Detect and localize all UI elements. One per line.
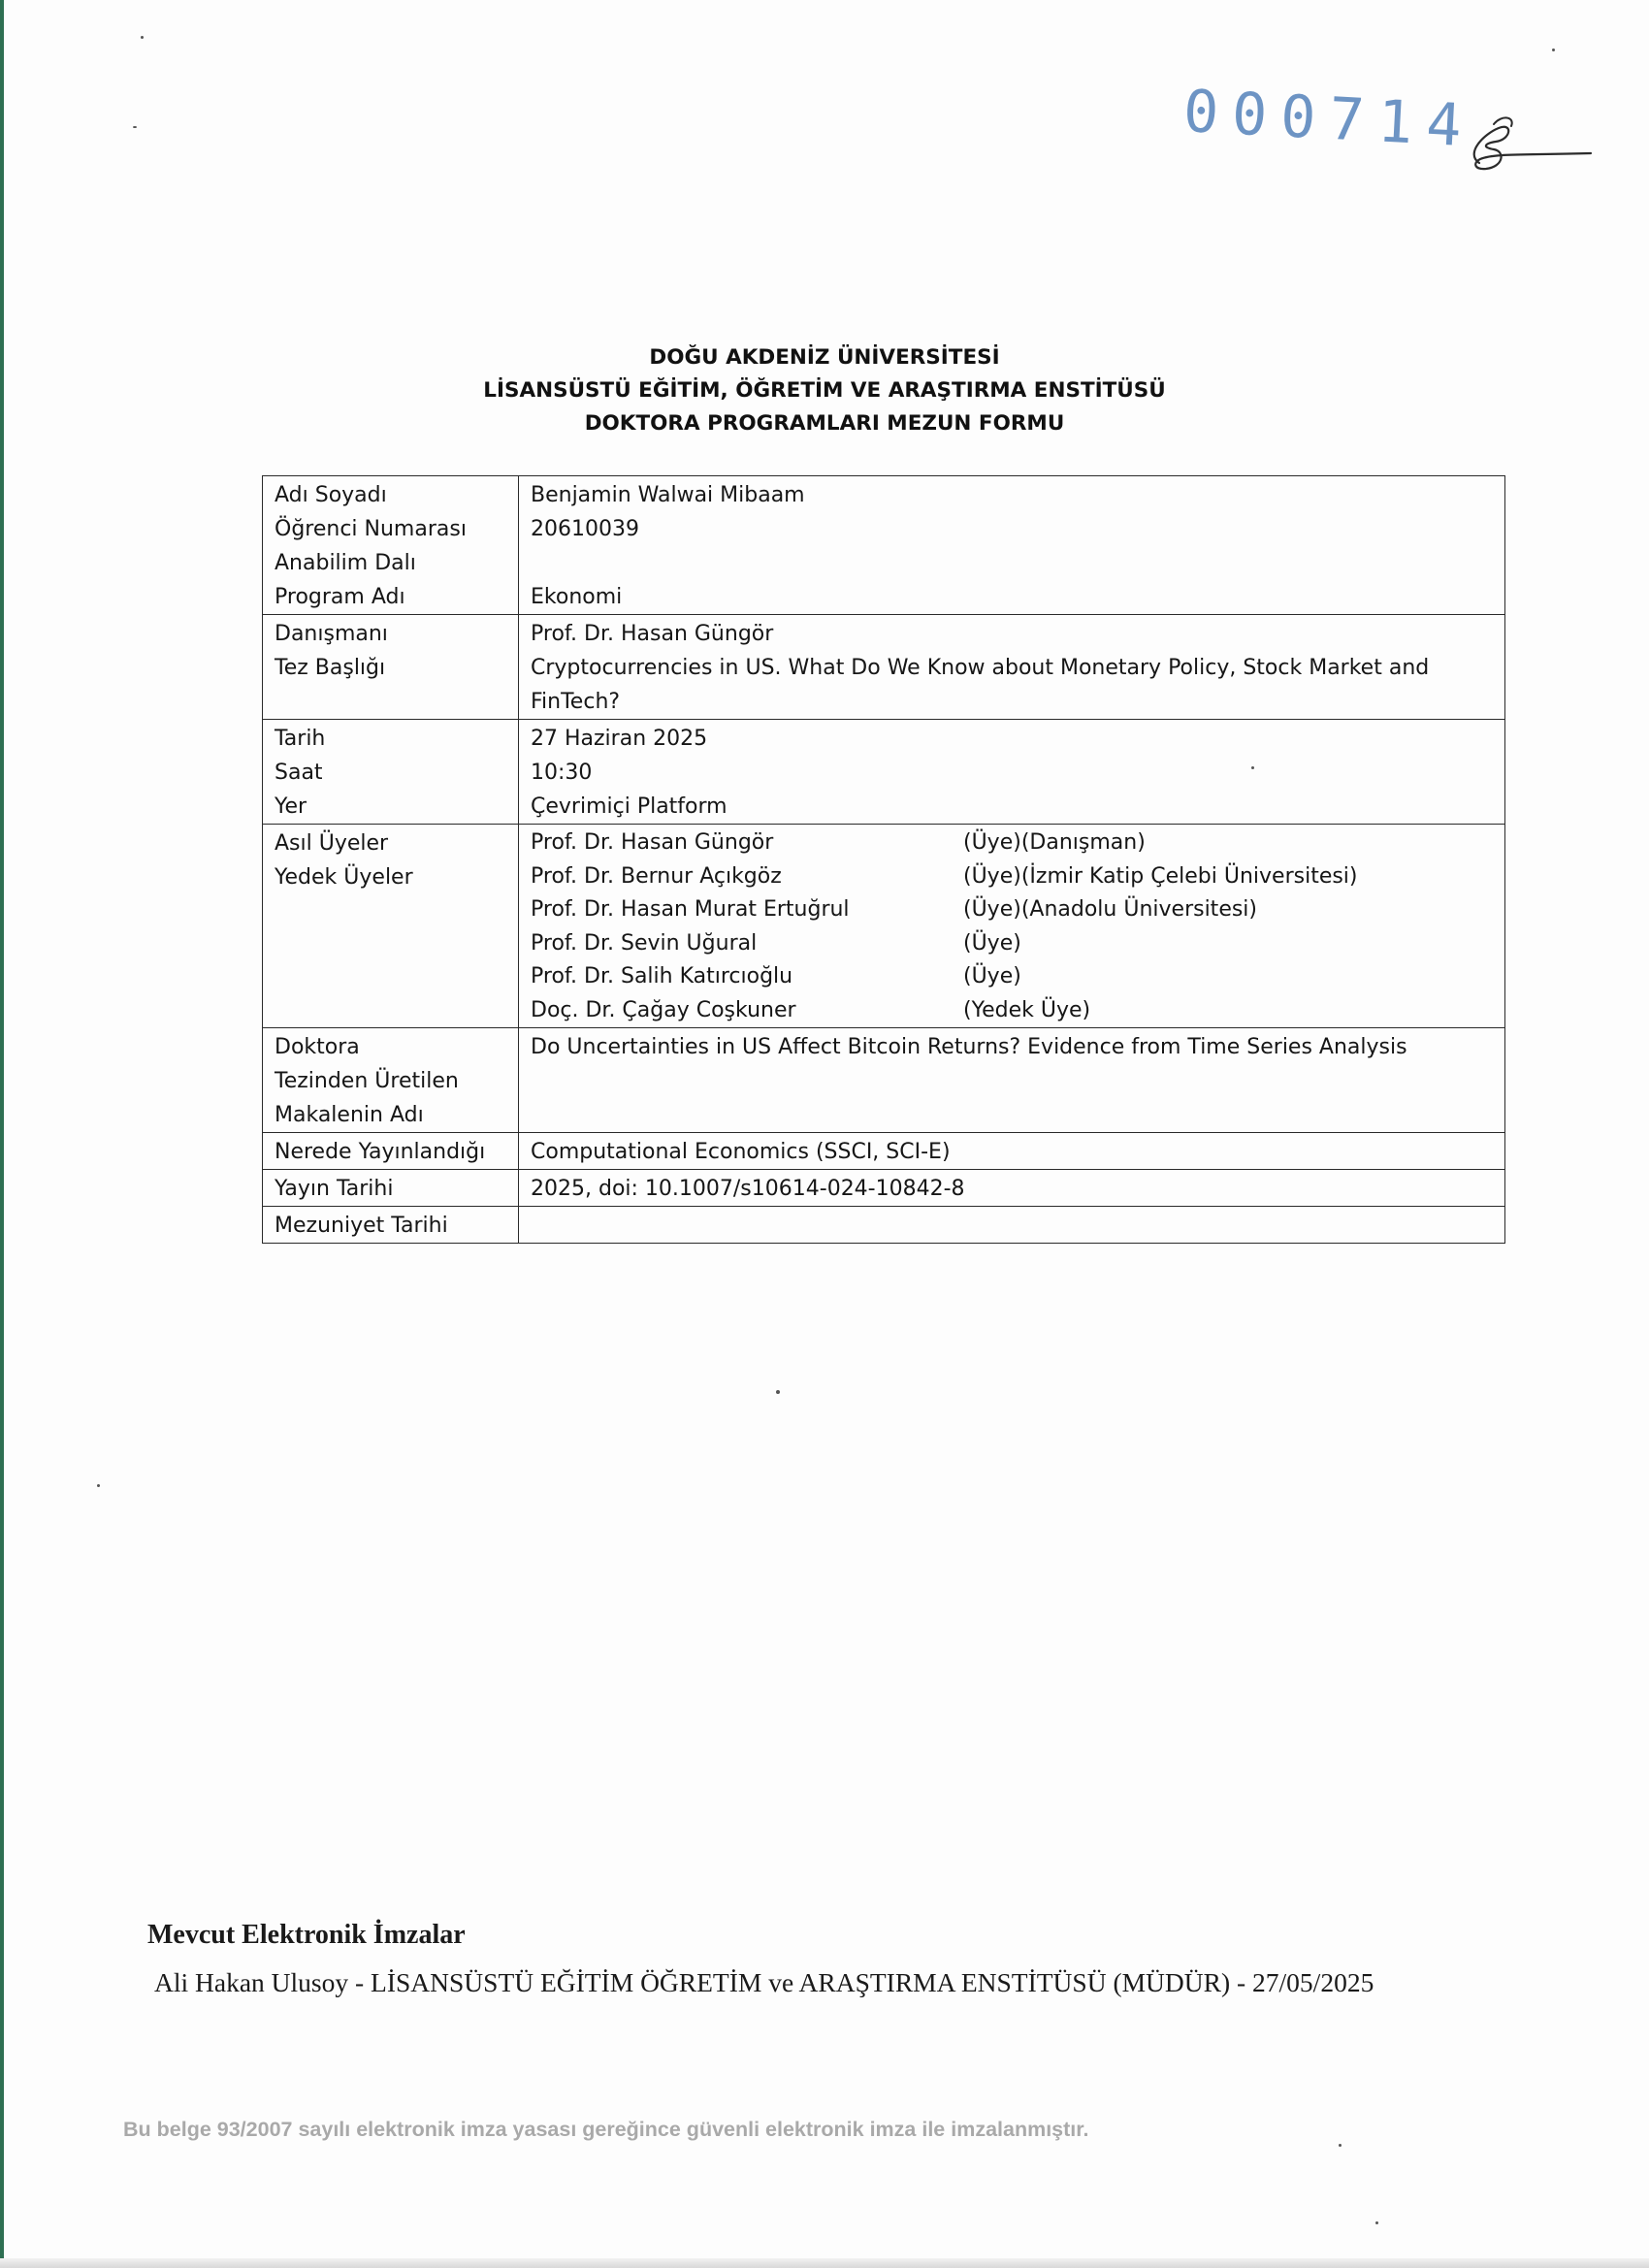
publication-venue: Computational Economics (SSCI, SCI-E) bbox=[531, 1140, 951, 1164]
publication-date: 2025, doi: 10.1007/s10614-024-10842-8 bbox=[531, 1177, 965, 1201]
scan-speck bbox=[1375, 2221, 1378, 2224]
jury-labels bbox=[263, 825, 519, 1028]
scan-speck bbox=[1552, 49, 1555, 51]
thesis-values bbox=[519, 615, 1505, 720]
institute-name: LİSANSÜSTÜ EĞİTİM, ÖĞRETİM VE ARAŞTIRMA ENSTİTÜSÜ bbox=[483, 378, 1166, 403]
member-name: Prof. Dr. Hasan Murat Ertuğrul bbox=[531, 897, 850, 922]
member-role: (Üye) bbox=[963, 930, 1021, 956]
scan-speck bbox=[133, 126, 137, 128]
scan-speck bbox=[141, 36, 144, 39]
article-labels bbox=[263, 1028, 519, 1133]
thesis-title: Cryptocurrencies in US. What Do We Know about Monetary Policy, Stock Market and FinTech? bbox=[531, 656, 1430, 714]
member-name: Prof. Dr. Sevin Uğural bbox=[531, 930, 758, 956]
label-place: Yer bbox=[275, 794, 307, 819]
label-date: Tarih bbox=[275, 727, 326, 751]
member-name: Prof. Dr. Bernur Açıkgöz bbox=[531, 863, 782, 889]
label-publication-venue-text: Nerede Yayınlandığı bbox=[275, 1140, 486, 1164]
thesis-labels bbox=[263, 615, 519, 720]
student-row bbox=[263, 476, 1505, 615]
defense-values bbox=[519, 720, 1505, 825]
label-program: Program Adı bbox=[275, 585, 405, 609]
label-article-2: Tezinden Üretilen bbox=[275, 1069, 459, 1093]
jury-member bbox=[531, 960, 1493, 994]
label-publication-date bbox=[263, 1170, 519, 1207]
publication-venue-value bbox=[519, 1133, 1505, 1170]
member-role: (Üye) bbox=[963, 964, 1021, 988]
label-graduation-date bbox=[263, 1207, 519, 1244]
label-publication-date-text: Yayın Tarihi bbox=[275, 1177, 394, 1201]
label-article-3: Makalenin Adı bbox=[275, 1103, 424, 1127]
scan-edge-left bbox=[0, 0, 4, 2268]
label-article-1: Doktora bbox=[275, 1035, 360, 1059]
serial-number-stamp: 000714 bbox=[1181, 78, 1477, 161]
label-time: Saat bbox=[275, 761, 323, 785]
member-name: Prof. Dr. Salih Katırcıoğlu bbox=[531, 964, 793, 988]
label-advisor: Danışmanı bbox=[275, 622, 388, 646]
advisor-name: Prof. Dr. Hasan Güngör bbox=[531, 622, 774, 646]
graduation-date bbox=[531, 1209, 1493, 1243]
article-title: Do Uncertainties in US Affect Bitcoin Returns? Evidence from Time Series Analysis bbox=[531, 1035, 1407, 1059]
label-thesis-title: Tez Başlığı bbox=[275, 656, 386, 680]
label-student-number: Öğrenci Numarası bbox=[275, 517, 467, 541]
member-name: Prof. Dr. Hasan Güngör bbox=[531, 830, 774, 855]
defense-place: Çevrimiçi Platform bbox=[531, 794, 728, 819]
label-primary-members: Asıl Üyeler bbox=[275, 831, 389, 856]
scan-edge-bottom bbox=[0, 2258, 1649, 2268]
graduate-form-table bbox=[262, 475, 1505, 1244]
jury-members bbox=[519, 825, 1505, 1028]
student-name: Benjamin Walwai Mibaam bbox=[531, 483, 805, 507]
member-role: (Yedek Üye) bbox=[963, 997, 1091, 1022]
electronic-signature-entry: Ali Hakan Ulusoy - LİSANSÜSTÜ EĞİTİM ÖĞRETİM ve ARAŞTIRMA ENSTİTÜSÜ (MÜDÜR) - 27/05/2025 bbox=[154, 1967, 1374, 1997]
university-name: DOĞU AKDENİZ ÜNİVERSİTESİ bbox=[649, 345, 1000, 370]
student-values bbox=[519, 476, 1505, 615]
label-department: Anabilim Dalı bbox=[275, 551, 416, 575]
jury-member bbox=[531, 860, 1493, 894]
defense-time: 10:30 bbox=[531, 761, 593, 785]
electronic-signatures-title: Mevcut Elektronik İmzalar bbox=[147, 1920, 466, 1950]
publication-date-row bbox=[263, 1170, 1505, 1207]
document-header bbox=[0, 341, 1649, 440]
label-name: Adı Soyadı bbox=[275, 483, 387, 507]
handwritten-initial-signature bbox=[1455, 107, 1600, 184]
publication-date-value bbox=[519, 1170, 1505, 1207]
graduation-date-value bbox=[519, 1207, 1505, 1244]
graduation-date-row bbox=[263, 1207, 1505, 1244]
label-graduation-date-text: Mezuniyet Tarihi bbox=[275, 1214, 448, 1238]
jury-row bbox=[263, 825, 1505, 1028]
publication-venue-row bbox=[263, 1133, 1505, 1170]
student-department bbox=[531, 546, 1493, 580]
jury-member bbox=[531, 893, 1493, 927]
student-program: Ekonomi bbox=[531, 585, 623, 609]
jury-member bbox=[531, 826, 1493, 860]
footer-legal-note: Bu belge 93/2007 sayılı elektronik imza yasası gereğince güvenli elektronik imza ile imzalanmıştır. bbox=[123, 2118, 1089, 2141]
jury-member bbox=[531, 927, 1493, 961]
form-title: DOKTORA PROGRAMLARI MEZUN FORMU bbox=[584, 411, 1065, 436]
defense-row bbox=[263, 720, 1505, 825]
label-substitute-members: Yedek Üyeler bbox=[275, 865, 413, 890]
defense-labels bbox=[263, 720, 519, 825]
article-values bbox=[519, 1028, 1505, 1133]
student-labels bbox=[263, 476, 519, 615]
student-number: 20610039 bbox=[531, 517, 639, 541]
jury-member bbox=[531, 994, 1493, 1028]
defense-date: 27 Haziran 2025 bbox=[531, 727, 708, 751]
member-role: (Üye)(Danışman) bbox=[963, 830, 1146, 855]
scan-speck bbox=[1339, 2144, 1342, 2147]
article-row bbox=[263, 1028, 1505, 1133]
member-role: (Üye)(İzmir Katip Çelebi Üniversitesi) bbox=[963, 863, 1358, 889]
label-publication-venue bbox=[263, 1133, 519, 1170]
scan-speck bbox=[776, 1390, 780, 1394]
scan-speck bbox=[97, 1484, 100, 1487]
member-name: Doç. Dr. Çağay Coşkuner bbox=[531, 997, 796, 1022]
member-role: (Üye)(Anadolu Üniversitesi) bbox=[963, 897, 1258, 922]
thesis-row bbox=[263, 615, 1505, 720]
